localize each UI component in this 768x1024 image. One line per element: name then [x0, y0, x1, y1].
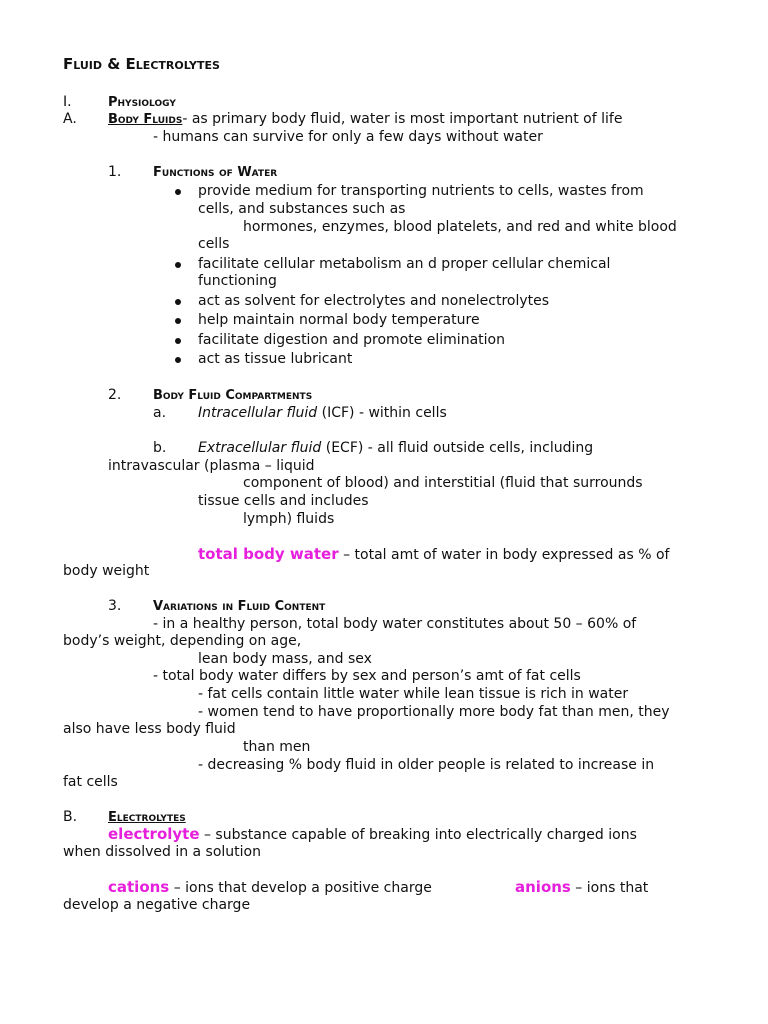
bullet-dot — [175, 189, 181, 195]
icf-text: (ICF) - within cells — [317, 405, 447, 421]
bullet-dot — [175, 262, 181, 268]
bullet-dot — [175, 338, 181, 344]
item-number: 2. — [108, 387, 122, 403]
variations-text: than men — [243, 739, 311, 755]
anions-term: anions — [515, 878, 571, 896]
electrolyte-line — [108, 826, 637, 844]
electrolyte-text-2: when dissolved in a solution — [63, 844, 261, 860]
bullet-text: cells — [198, 236, 230, 252]
tbw-text: – total amt of water in body expressed as % of — [338, 547, 670, 563]
electrolytes-heading: Electrolytes — [108, 810, 186, 825]
variations-text: also have less body fluid — [63, 721, 236, 737]
section-heading: Physiology — [108, 95, 176, 110]
page-title: Fluid & Electrolytes — [63, 55, 220, 73]
bullet-text: cells, and substances such as — [198, 201, 406, 217]
variations-text: - in a healthy person, total body water constitutes about 50 – 60% of — [153, 616, 637, 632]
variations-text: - decreasing % body fluid in older people is related to increase in — [198, 757, 655, 773]
subsection-letter: A. — [63, 111, 77, 127]
body-fluids-heading: Body Fluids — [108, 112, 183, 127]
ecf-line — [198, 440, 593, 457]
variations-text: - total body water differs by sex and person’s amt of fat cells — [153, 668, 581, 684]
compartment-letter: a. — [153, 405, 167, 421]
bullet-text: facilitate digestion and promote elimination — [198, 332, 505, 348]
bullet-text: functioning — [198, 273, 277, 289]
functions-heading: Functions of Water — [153, 165, 278, 180]
bullet-text: act as solvent for electrolytes and nonelectrolytes — [198, 293, 550, 309]
icf-line — [198, 405, 447, 422]
subsection-letter: B. — [63, 809, 78, 825]
tbw-text-2: body weight — [63, 563, 150, 579]
electrolyte-text: – substance capable of breaking into electrically charged ions — [199, 827, 637, 843]
body-fluids-line — [108, 111, 622, 128]
ecf-text-3: component of blood) and interstitial (fluid that surrounds — [243, 475, 643, 491]
variations-heading: Variations in Fluid Content — [153, 599, 326, 614]
ecf-text-4: tissue cells and includes — [198, 493, 369, 509]
tbw-line — [198, 546, 669, 564]
variations-text: fat cells — [63, 774, 118, 790]
bullet-dot — [175, 318, 181, 324]
body-fluids-text: - as primary body fluid, water is most important nutrient of life — [182, 111, 623, 127]
compartments-heading: Body Fluid Compartments — [153, 388, 313, 403]
cations-text: – ions that develop a positive charge — [169, 880, 432, 896]
bullet-dot — [175, 357, 181, 363]
cations-line — [108, 879, 432, 897]
ecf-text: (ECF) - all fluid outside cells, including — [321, 440, 594, 456]
item-number: 1. — [108, 164, 122, 180]
bullet-dot — [175, 299, 181, 305]
compartment-letter: b. — [153, 440, 167, 456]
tbw-term: total body water — [198, 545, 339, 563]
anions-line — [515, 879, 648, 897]
bullet-text: provide medium for transporting nutrients to cells, wastes from — [198, 183, 644, 199]
cations-term: cations — [108, 878, 170, 896]
section-number: I. — [63, 94, 72, 110]
bullet-text: facilitate cellular metabolism an d proper cellular chemical — [198, 256, 611, 272]
anions-text: – ions that — [570, 880, 649, 896]
ecf-text-5: lymph) fluids — [243, 511, 335, 527]
variations-text: lean body mass, and sex — [198, 651, 372, 667]
variations-text: - fat cells contain little water while lean tissue is rich in water — [198, 686, 629, 702]
bullet-text: act as tissue lubricant — [198, 351, 353, 367]
ecf-text-2: intravascular (plasma – liquid — [108, 458, 315, 474]
bullet-text: help maintain normal body temperature — [198, 312, 480, 328]
variations-text: - women tend to have proportionally more body fat than men, they — [198, 704, 670, 720]
variations-text: body’s weight, depending on age, — [63, 633, 302, 649]
electrolyte-term: electrolyte — [108, 825, 200, 843]
item-number: 3. — [108, 598, 122, 614]
anions-text-2: develop a negative charge — [63, 897, 251, 913]
body-fluids-text-2: - humans can survive for only a few days without water — [153, 129, 543, 145]
bullet-text: hormones, enzymes, blood platelets, and red and white blood — [243, 219, 677, 235]
ecf-term: Extracellular fluid — [198, 440, 322, 456]
icf-term: Intracellular fluid — [198, 405, 318, 421]
